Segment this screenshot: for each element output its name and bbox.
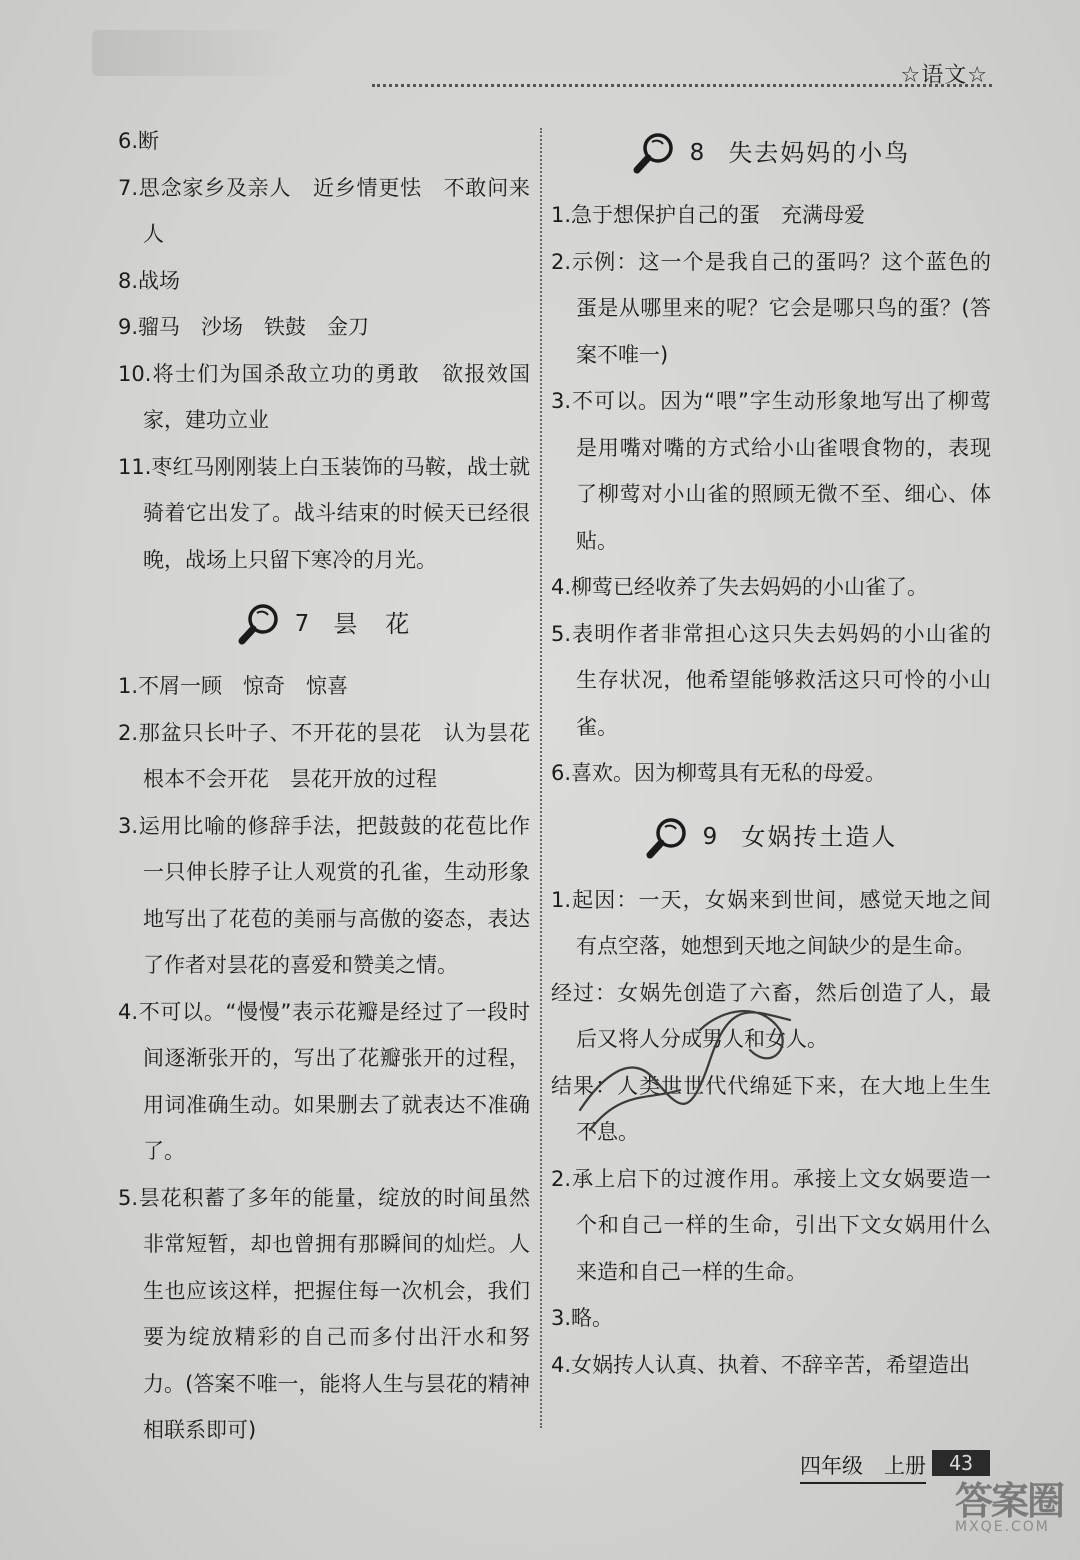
- header-subject: ☆语文☆: [900, 63, 988, 88]
- page-number: 43: [932, 1450, 990, 1476]
- column-divider: [540, 128, 542, 1428]
- answer-item: 3.略。: [551, 1306, 614, 1330]
- magnifier-icon: [632, 131, 676, 175]
- section-number: 8: [689, 139, 705, 166]
- section-title: 昙 花: [333, 609, 412, 638]
- answer-item: 6.断: [118, 129, 160, 153]
- watermark-logo: 答案圈: [955, 1479, 1064, 1523]
- right-column: [551, 118, 991, 1388]
- footer-grade: 四年级 上册: [800, 1450, 926, 1484]
- answer-item: 4.女娲抟人认真、执着、不辞辛苦，希望造出: [551, 1352, 971, 1377]
- section-heading-7: [118, 589, 530, 659]
- answer-item: 5.表明作者非常担心这只失去妈妈的小山雀的生存状况，他希望能够救活这只可怜的小山雀。: [551, 621, 991, 739]
- answer-item: 4.柳莺已经收养了失去妈妈的小山雀了。: [551, 575, 929, 599]
- answer-item: 3.运用比喻的修辞手法，把鼓鼓的花苞比作一只伸长脖子让人观赏的孔雀，生动形象地写出了花苞的美丽与高傲的姿态，表达了作者对昙花的喜爱和赞美之情。: [118, 813, 530, 977]
- answer-item: 1.不屑一顾 惊奇 惊喜: [118, 674, 349, 698]
- section-title: 失去妈妈的小鸟: [728, 138, 911, 167]
- magnifier-icon: [645, 816, 689, 860]
- answer-item: 5.昙花积蓄了多年的能量，绽放的时间虽然非常短暂，却也曾拥有那瞬间的灿烂。人生也应该这样，把握住每一次机会，我们要为绽放精彩的自己而多付出汗水和努力。(答案不唯一，能将人生与昙花的精神相联系即可): [118, 1185, 530, 1442]
- answer-item: 10.将士们为国杀敌立功的勇敢 欲报效国家，建功立业: [118, 361, 530, 432]
- book-logo: [92, 30, 292, 76]
- answer-item: 6.喜欢。因为柳莺具有无私的母爱。: [551, 761, 887, 785]
- header-dotted-rule: [372, 84, 992, 87]
- answer-item-continued: 经过：女娲先创造了六畜，然后创造了人，最后又将人分成男人和女人。: [551, 980, 991, 1051]
- section-heading-8: [551, 118, 991, 188]
- watermark-url: MXQE.COM: [955, 1519, 1050, 1535]
- answer-item: 2.那盆只长叶子、不开花的昙花 认为昙花根本不会开花 昙花开放的过程: [118, 720, 530, 791]
- answer-item: 9.骝马 沙场 铁鼓 金刀: [118, 315, 370, 339]
- answer-item: 1.起因：一天，女娲来到世间，感觉天地之间有点空落，她想到天地之间缺少的是生命。: [551, 887, 991, 958]
- answer-item: 1.急于想保护自己的蛋 充满母爱: [551, 203, 866, 227]
- magnifier-icon: [237, 602, 281, 646]
- pen-scribble: [560, 990, 820, 1140]
- answer-item: 11.枣红马刚刚装上白玉装饰的马鞍，战士就骑着它出发了。战斗结束的时候天已经很晚，战场上只留下寒冷的月光。: [118, 454, 530, 572]
- answer-item: 2.示例：这一个是我自己的蛋吗？这个蓝色的蛋是从哪里来的呢？它会是哪只鸟的蛋？(答案不唯一): [551, 249, 991, 367]
- answer-item: 2.承上启下的过渡作用。承接上文女娲要造一个和自己一样的生命，引出下文女娲用什么来造和自己一样的生命。: [551, 1166, 991, 1284]
- section-title: 女娲抟土造人: [741, 823, 898, 852]
- answer-item: 7.思念家乡及亲人 近乡情更怯 不敢问来人: [118, 175, 530, 246]
- section-number: 9: [702, 824, 718, 851]
- section-heading-9: [551, 803, 991, 873]
- answer-item: 3.不可以。因为“喂”字生动形象地写出了柳莺是用嘴对嘴的方式给小山雀喂食物的，表现了柳莺对小山雀的照顾无微不至、细心、体贴。: [551, 389, 991, 553]
- section-number: 7: [294, 610, 310, 637]
- answer-item: 8.战场: [118, 268, 181, 293]
- answer-item-continued: 结果：人类世世代代绵延下来，在大地上生生不息。: [551, 1073, 991, 1144]
- watermark: [955, 1470, 1075, 1555]
- answer-item: 4.不可以。“慢慢”表示花瓣是经过了一段时间逐渐张开的，写出了花瓣张开的过程，用词准确生动。如果删去了就表达不准确了。: [118, 999, 530, 1163]
- left-column: [118, 118, 530, 1454]
